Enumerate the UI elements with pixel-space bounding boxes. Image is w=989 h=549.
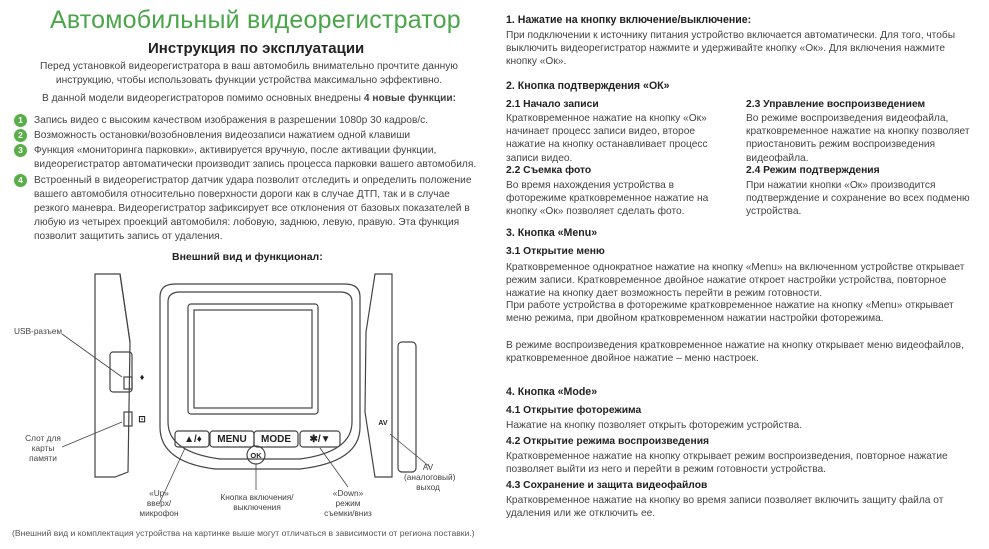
section-3-paragraph-2: При работе устройства в фоторежиме кратковременное нажатие на кнопку «Menu» открывает меню режима, при двойном кратковременном нажатии настройки фоторежима.	[506, 300, 954, 325]
menu-button-label: MENU	[217, 434, 247, 445]
ok-label: Кнопка включения/выключения	[220, 492, 294, 512]
card-symbol-icon: ⊡	[138, 414, 146, 424]
features-intro-bold: 4 новые функции:	[363, 93, 457, 104]
section-2-2-text: Во время нахождения устройства в фоторежиме кратковременное нажатие на кнопку «Ок» позволяет сделать фото.	[506, 180, 709, 218]
down-label: «Down» режим съемки/вниз	[324, 488, 372, 518]
feature-text: Встроенный в видеорегистратор датчик удара позволит отследить и определить положение вашего автомобиля относительно поверхности дороги как в случае ДТП, так и в случае резкого маневра. Видеорегистратор зафиксирует все отклонения от базовых показателей в любую из четырех проекций автомобиля: лобовую, заднюю, левую, правую. Эта функция позволит защитить запись от удаления.	[34, 175, 472, 242]
screen	[188, 304, 318, 414]
feature-number-badge: 2	[14, 129, 27, 142]
feature-number-badge: 4	[14, 174, 27, 187]
exterior-section-title: Внешний вид и функционал:	[172, 251, 323, 263]
section-2-3-title: 2.3 Управление воспроизведением	[746, 99, 926, 110]
mode-button-label: MODE	[261, 434, 291, 445]
intro-paragraph: Перед установкой видеорегистратора в ваш автомобиль внимательно прочтите данную инструкцию, чтобы использовать функции устройства максимально эффективно.	[40, 61, 458, 86]
section-3-1-title: 3.1 Открытие меню	[506, 246, 605, 257]
section-2-2-title: 2.2 Съемка фото	[506, 165, 592, 176]
card-slot-label: Слот для карты памяти	[25, 433, 61, 463]
section-4-1-text: Нажатие на кнопку позволяет открыть фоторежим устройства.	[506, 420, 803, 431]
usb-label: USB-разъем	[14, 326, 63, 336]
section-3-paragraph-1: Кратковременное однократное нажатие на кнопку «Menu» на включенном устройстве открывает режим записи. Кратковременное двойное нажатие откроет настройки устройства, повторное нажатие на кнопку дает возможность перейти в режим готовности.	[506, 262, 965, 300]
section-4-title: 4. Кнопка «Mode»	[506, 386, 598, 398]
feature-text: Запись видео с высоким качеством изображения в разрешении 1080р 30 кадров/с.	[34, 115, 429, 126]
up-button-label: ▲/♦	[184, 434, 202, 445]
section-1-text: При подключении к источнику питания устройство включается автоматически. Для того, чтобы выключить видеорегистратор нажмите и удерживайте кнопку «Ок». Для включения нажмите кнопку «Ок».	[506, 30, 956, 68]
down-button-label: ✱/▼	[309, 434, 331, 445]
side-mount-left	[110, 352, 132, 392]
up-label: «Up» вверх/ микрофон	[139, 488, 179, 518]
feature-item	[14, 114, 484, 128]
side-view-right	[365, 274, 392, 477]
right-mount	[398, 342, 416, 472]
section-4-2-title: 4.2 Открытие режима воспроизведения	[506, 436, 710, 447]
card-slot	[124, 412, 132, 426]
feature-item	[14, 144, 484, 172]
features-intro	[14, 92, 484, 106]
av-label: AV (аналоговый) выход	[404, 462, 456, 492]
section-3-title: 3. Кнопка «Menu»	[506, 227, 598, 239]
section-4-2-text: Кратковременное нажатие на кнопку открывает режим воспроизведения, повторное нажатие позволяет выйти из него и перейти в режим готовности устройства.	[506, 451, 948, 476]
section-4-1-title: 4.1 Открытие фоторежима	[506, 405, 642, 416]
feature-text: Функция «мониторинга парковки», активируется вручную, после активации функции, видеорегистратор автоматически производит запись процесса парковки вашего автомобиля.	[34, 145, 477, 170]
document-subtitle: Инструкция по эксплуатации	[148, 40, 365, 57]
section-2-3-text: Во режиме воспроизведения видеофайла, кратковременное нажатие на кнопку позволяет приостановить режим воспроизведения видеофайла.	[746, 113, 970, 164]
section-2-1-text: Кратковременное нажатие на кнопку «Ок» начинает процесс записи видео, второе нажатие на кнопку останавливает процесс записи видео.	[506, 113, 708, 164]
feature-text: Возможность остановки/возобновления видеозаписи нажатием одной клавиши	[34, 130, 411, 141]
section-2-1-title: 2.1 Начало записи	[506, 99, 599, 110]
av-symbol-label: AV	[378, 420, 388, 427]
section-1-title: 1. Нажатие на кнопку включение/выключение:	[506, 14, 752, 26]
features-intro-text: В данной модели видеорегистраторов помимо основных внедрены	[41, 93, 364, 104]
ok-button-label: OK	[250, 451, 262, 460]
section-3-paragraph-3: В режиме воспроизведения кратковременное нажатие на кнопку открывает меню видеофайлов, кратковременное двойное нажатие – меню настроек.	[506, 340, 964, 365]
section-2-4-text: При нажатии кнопки «Ок» производится подтверждение и сохранение во всех подменю устройства.	[746, 180, 970, 218]
feature-number-badge: 3	[14, 144, 27, 157]
usb-port	[124, 377, 132, 389]
section-2-4-title: 2.4 Режим подтверждения	[746, 165, 880, 176]
usb-symbol-icon: ♦	[139, 372, 145, 382]
document-title: Автомобильный видеорегистратор	[50, 6, 461, 34]
section-4-3-text: Кратковременное нажатие на кнопку во время записи позволяет включить защиту файла от удаления или же отключить ее.	[506, 495, 944, 520]
section-4-3-title: 4.3 Сохранение и защита видеофайлов	[506, 480, 708, 491]
feature-item	[14, 174, 484, 244]
feature-item	[14, 129, 484, 143]
footnote: (Внешний вид и комплектация устройства на картинке выше могут отличаться в зависимости от региона поставки.)	[12, 528, 475, 538]
feature-number-badge: 1	[14, 114, 27, 127]
section-2-title: 2. Кнопка подтверждения «ОК»	[506, 80, 670, 92]
